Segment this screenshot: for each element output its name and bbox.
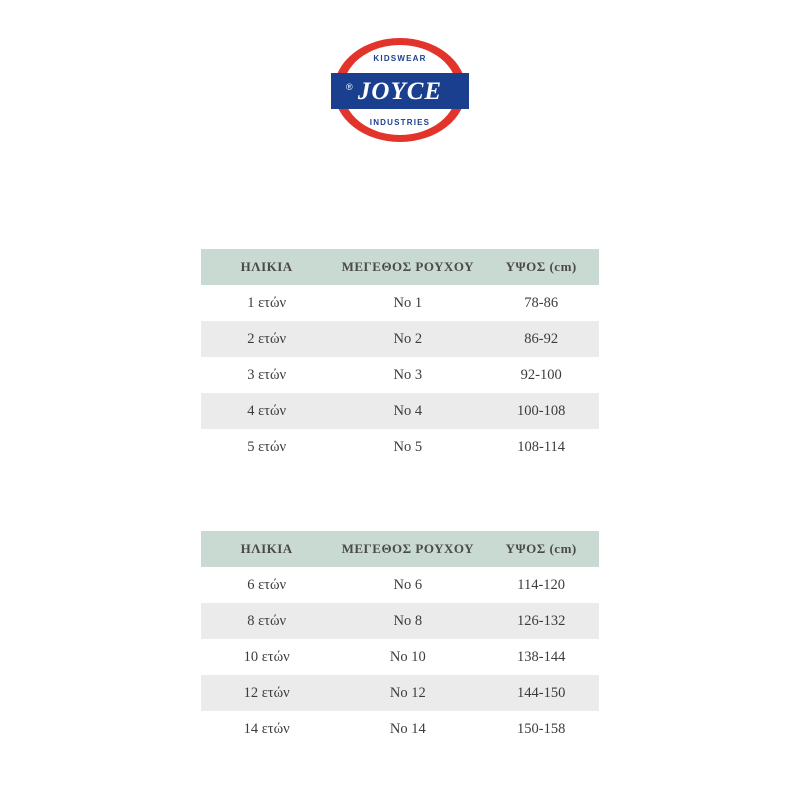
cell-age: 12 ετών [201,675,332,711]
size-table-1 [201,249,599,465]
logo-top-text: KIDSWEAR [373,54,427,63]
cell-age: 1 ετών [201,285,332,321]
table-row [201,711,599,747]
table-row [201,357,599,393]
cell-height: 114-120 [483,567,599,603]
cell-age: 4 ετών [201,393,332,429]
cell-height: 150-158 [483,711,599,747]
cell-age: 2 ετών [201,321,332,357]
cell-height: 108-114 [483,429,599,465]
cell-age: 5 ετών [201,429,332,465]
cell-height: 100-108 [483,393,599,429]
cell-age: 14 ετών [201,711,332,747]
cell-garment-size: Νο 1 [332,285,483,321]
cell-garment-size: Νο 2 [332,321,483,357]
table-row [201,429,599,465]
cell-height: 78-86 [483,285,599,321]
table-row [201,285,599,321]
column-header-garment-size: ΜΕΓΕΘΟΣ ΡΟΥΧΟΥ [332,249,483,285]
size-table-2 [201,531,599,747]
cell-height: 144-150 [483,675,599,711]
cell-height: 126-132 [483,603,599,639]
table-row [201,393,599,429]
logo-brand-text: JOYCE [357,77,443,105]
cell-age: 3 ετών [201,357,332,393]
table-header-row [201,249,599,285]
table-row [201,321,599,357]
cell-garment-size: Νο 8 [332,603,483,639]
cell-height: 138-144 [483,639,599,675]
cell-age: 8 ετών [201,603,332,639]
registered-mark-icon: ® [346,82,353,92]
cell-age: 6 ετών [201,567,332,603]
size-table-2-container [201,531,599,747]
cell-height: 92-100 [483,357,599,393]
cell-garment-size: Νο 4 [332,393,483,429]
cell-garment-size: Νο 10 [332,639,483,675]
cell-garment-size: Νο 14 [332,711,483,747]
size-table-1-container [201,249,599,465]
cell-height: 86-92 [483,321,599,357]
column-header-age: ΗΛΙΚΙΑ [201,531,332,567]
table-row [201,639,599,675]
table-row [201,675,599,711]
table-header-row [201,531,599,567]
table-row [201,603,599,639]
column-header-height: ΥΨΟΣ (cm) [483,531,599,567]
column-header-age: ΗΛΙΚΙΑ [201,249,332,285]
joyce-logo [334,38,466,142]
cell-age: 10 ετών [201,639,332,675]
cell-garment-size: Νο 12 [332,675,483,711]
cell-garment-size: Νο 6 [332,567,483,603]
logo-bottom-text: INDUSTRIES [369,118,431,127]
column-header-garment-size: ΜΕΓΕΘΟΣ ΡΟΥΧΟΥ [332,531,483,567]
cell-garment-size: Νο 5 [332,429,483,465]
table-row [201,567,599,603]
column-header-height: ΥΨΟΣ (cm) [483,249,599,285]
cell-garment-size: Νο 3 [332,357,483,393]
